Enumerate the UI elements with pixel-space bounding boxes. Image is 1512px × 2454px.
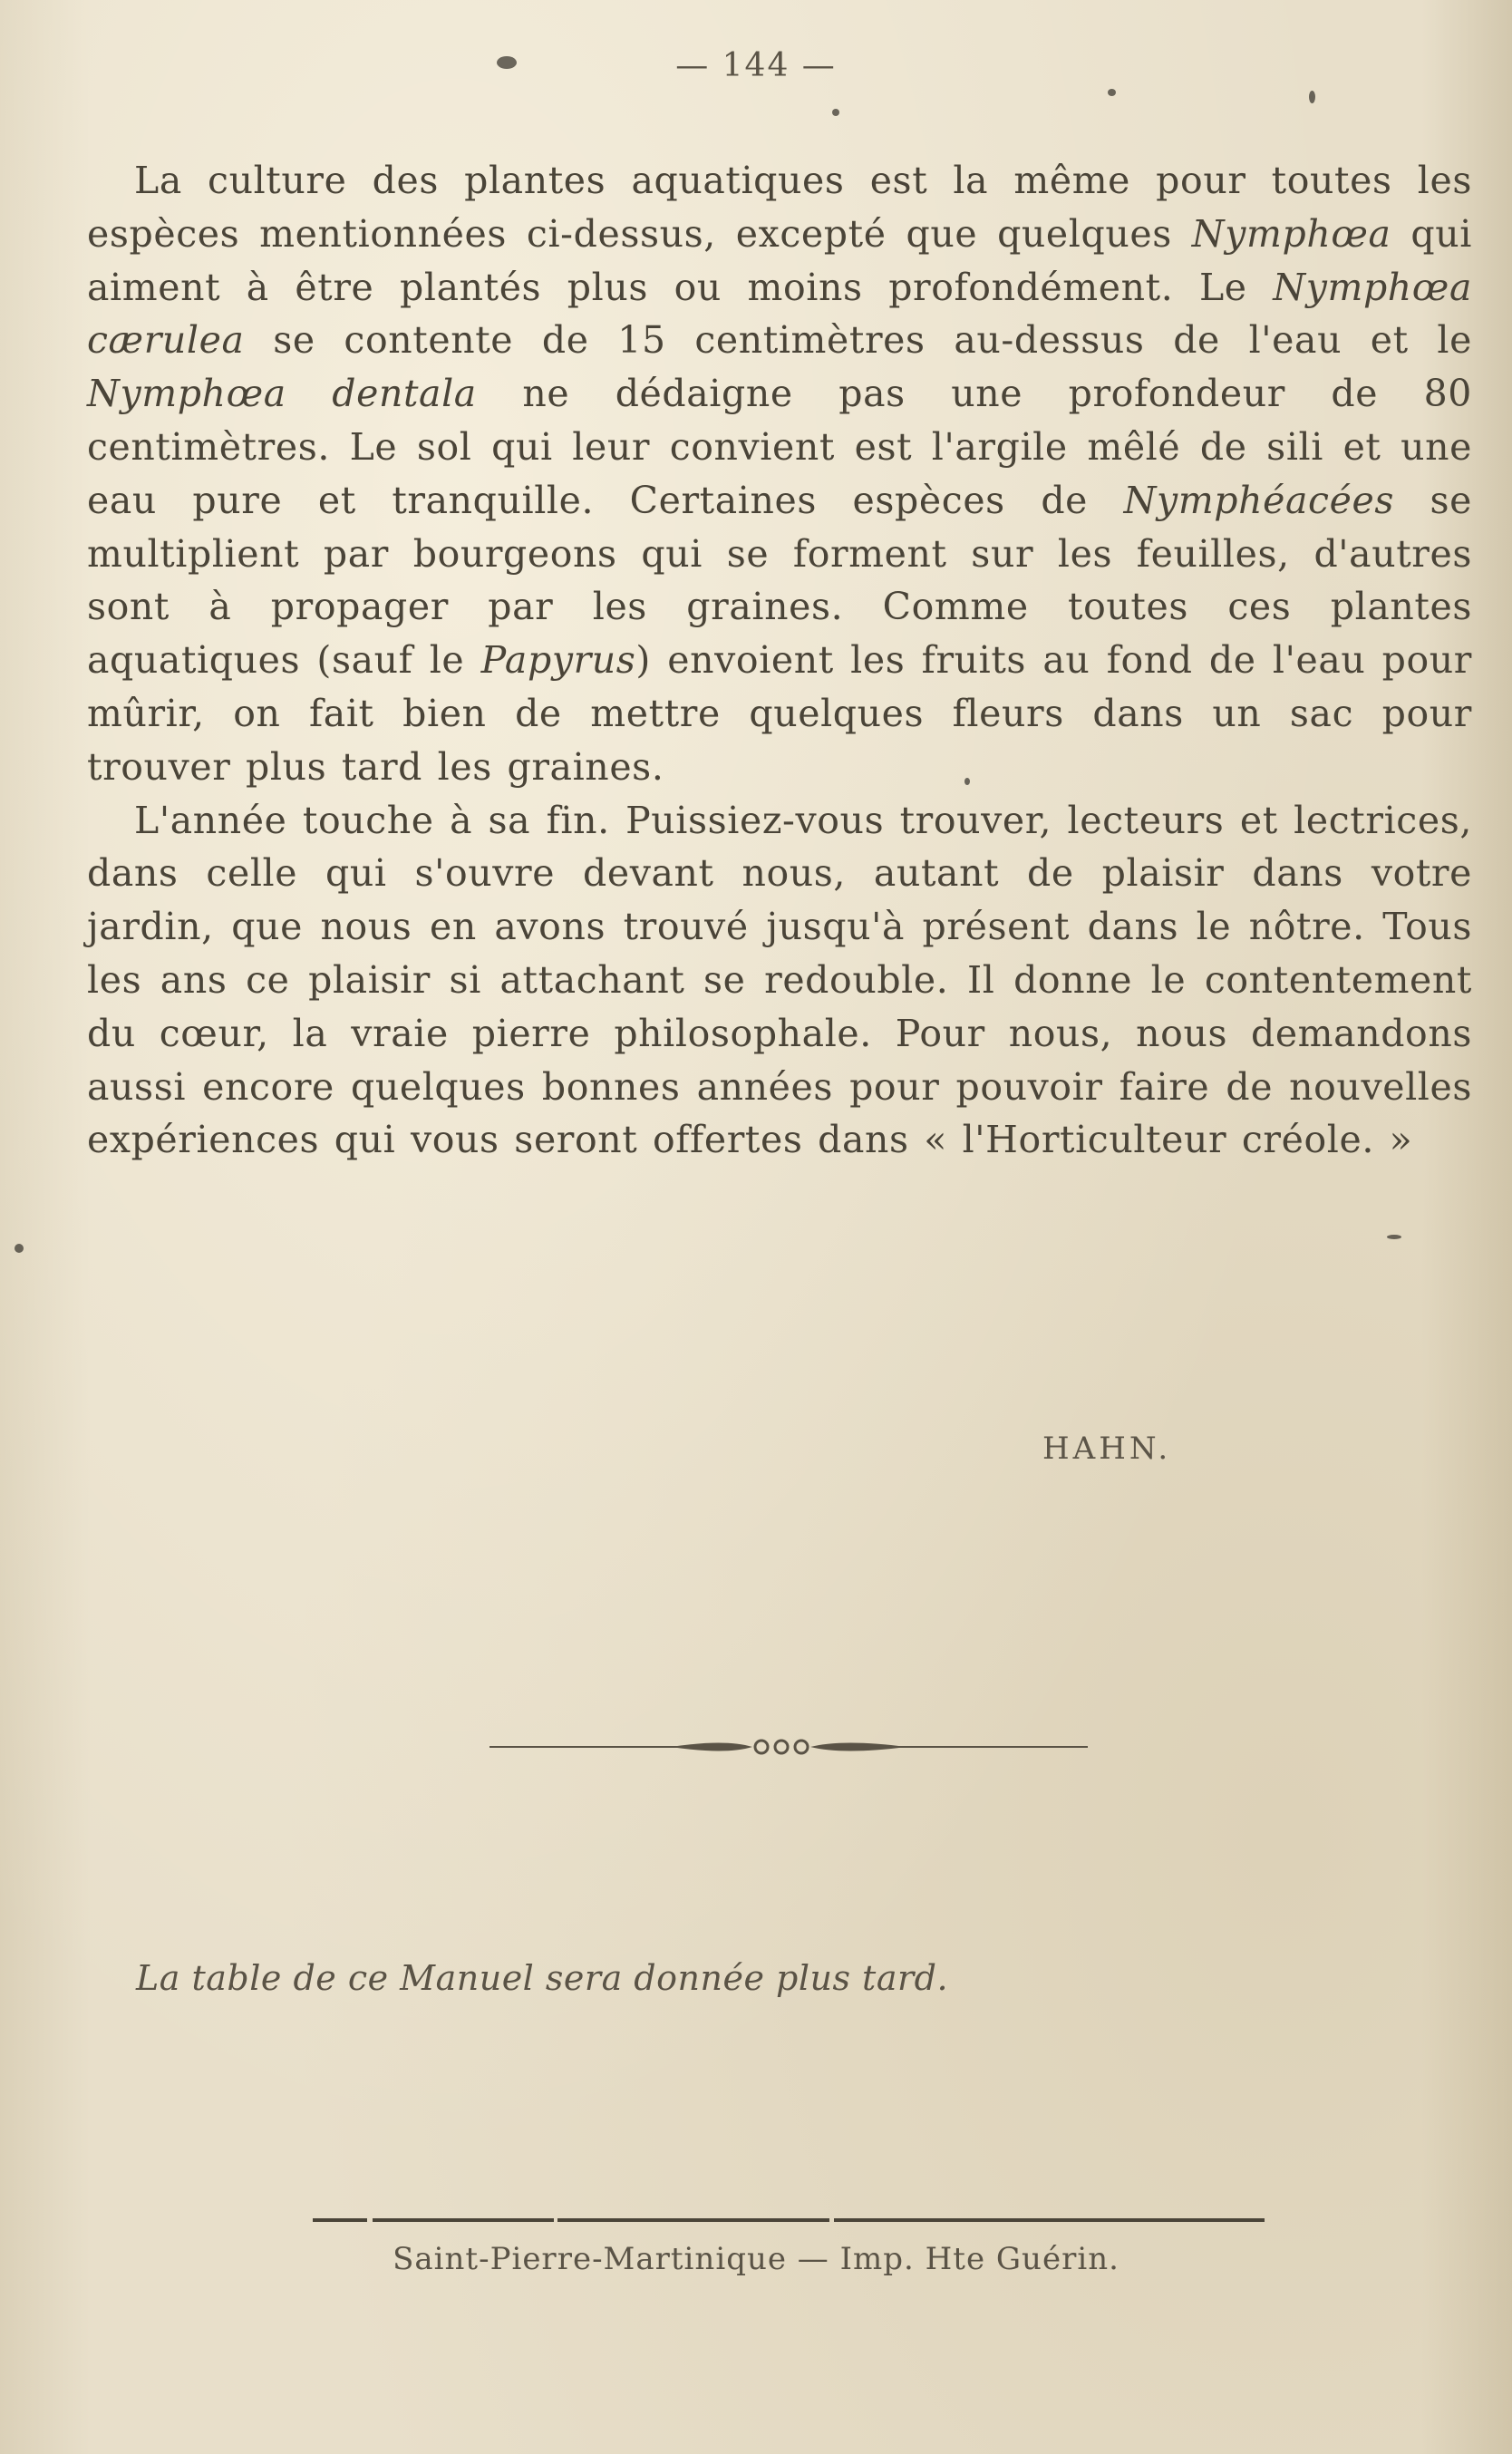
table-note: La table de ce Manuel sera donnée plus tard. [136, 1958, 949, 1998]
page-number: — 144 — [675, 47, 837, 84]
italic-term: Papyrus [480, 638, 636, 683]
text-run: ) envoient les fruits au fond de l'eau pour mûrir, on fait bien de mettre quelques fleurs dans un sac pour trouver plus tard les graines. [87, 638, 1472, 789]
text-run: se multiplient par bourgeons qui se forment sur les feuilles, d'autres sont à propager par les graines. Comme toutes ces plantes aquatiques (sauf le [87, 478, 1473, 683]
text-run: La culture des plantes aquatiques est la même pour toutes les espèces mentionnées ci-dessus, excepté que quelques [87, 159, 1472, 256]
italic-term: Nymphœa [1191, 211, 1391, 256]
italic-term: Nymphœa dentala [87, 372, 477, 416]
printer-imprint: Saint-Pierre-Martinique — Imp. Hte Guérin. [393, 2241, 1119, 2277]
text-run: qui aiment à être plantés plus ou moins profondément. Le [87, 211, 1472, 309]
paragraph-year-end [87, 794, 1472, 1168]
ink-speck [15, 1244, 24, 1253]
text-run: ne dédaigne pas une profondeur de 80 centimètres. Le sol qui leur convient est l'argile mêlé de sili et une eau pure et tranquille. Certaines espèces de [87, 372, 1472, 522]
footer-rule [313, 2216, 1265, 2224]
paragraph-aquatic-culture [87, 154, 1472, 794]
body-text [87, 154, 1472, 1167]
ornament-divider [489, 1733, 1088, 1760]
text-run: se contente de 15 centimètres au-dessus de l'eau et le [244, 318, 1472, 363]
italic-term: Nymphéacées [1123, 478, 1394, 522]
ink-speck [832, 109, 839, 116]
author-signature: HAHN. [1042, 1431, 1172, 1467]
text-run: L'année touche à sa fin. Puissiez-vous trouver, lecteurs et lectrices, dans celle qui s'ouvre devant nous, autant de plaisir dans votre jardin, que nous en avons trouvé jusqu'à présent dans le nôtre. Tous les ans ce plaisir si attachant se redouble. Il donne le contentement du cœur, la vraie pierre philosophale. Pour nous, nous demandons aussi encore quelques bonnes années pour pouvoir faire de nouvelles expériences qui vous seront offertes dans « l'Horticulteur créole. » [87, 798, 1472, 1162]
italic-term: Nymphœa cærulea [87, 265, 1472, 363]
ink-speck [1108, 89, 1116, 96]
ink-speck [1309, 91, 1315, 103]
ink-speck [1387, 1235, 1401, 1239]
